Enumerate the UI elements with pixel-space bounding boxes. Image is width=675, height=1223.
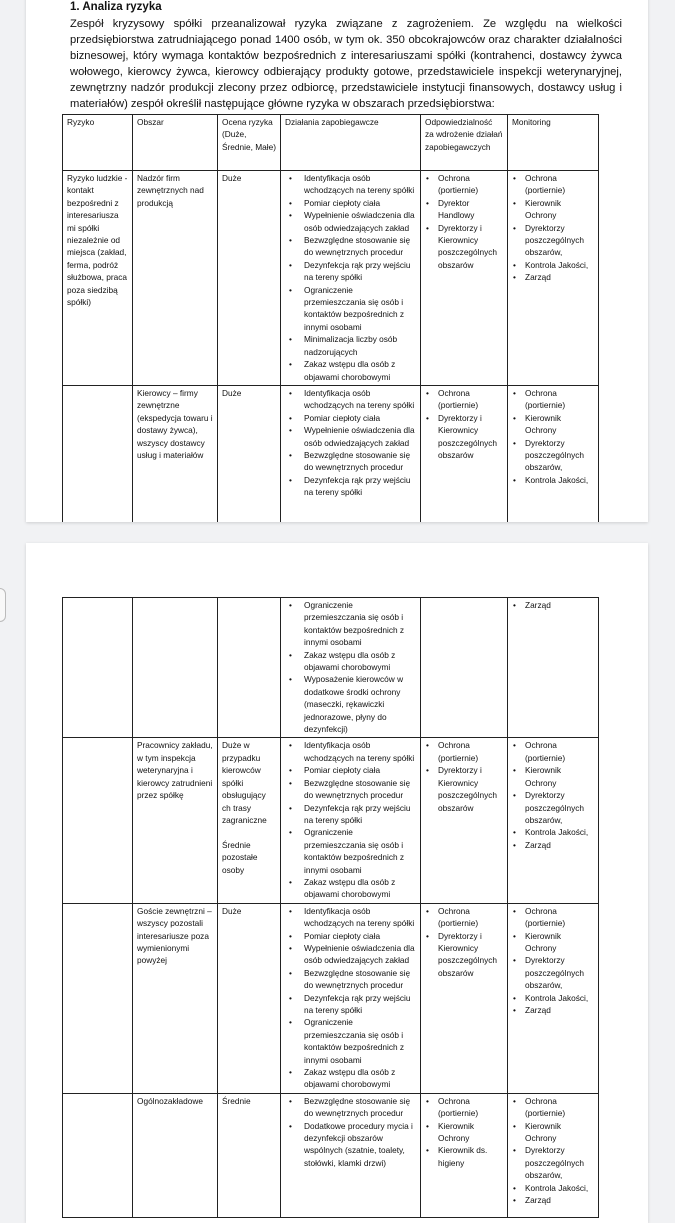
table-header-row (63, 115, 599, 171)
list-item: • Ochrona (portiernie) (435, 387, 503, 412)
list-item: • Bezwzględne stosowanie się do wewnętrznych procedur (301, 449, 416, 474)
list-item: • Dyrektorzy i Kierownicy poszczególnych obszarów (435, 930, 503, 980)
header-cell: Obszar (133, 115, 218, 171)
list-item: • Zakaz wstępu dla osób z objawami chorobowymi (301, 1066, 416, 1091)
list-item: • Ochrona (portiernie) (522, 172, 594, 197)
table-row (63, 598, 599, 738)
document-page-1 (26, 0, 648, 522)
list-item: • Ochrona (portiernie) (522, 905, 594, 930)
responsibility-cell-list (425, 387, 503, 461)
list-item: • Dyrektorzy poszczególnych obszarów, (522, 789, 594, 826)
list-item: • Zarząd (522, 1194, 594, 1206)
list-item: • Zakaz wstępu dla osób z objawami chorobowymi (301, 649, 416, 674)
list-item: • Kierownik ds. higieny (435, 1144, 503, 1169)
list-item: • Pomiar ciepłoty ciała (301, 930, 416, 942)
list-item: • Pomiar ciepłoty ciała (301, 412, 416, 424)
list-item: • Dyrektorzy i Kierownicy poszczególnych obszarów (435, 412, 503, 462)
risk-table-continued (62, 597, 599, 1218)
list-item: • Zakaz wstępu dla osób z objawami chorobowymi (301, 876, 416, 901)
risk-cell (63, 903, 133, 1093)
monitoring-cell (508, 1093, 599, 1217)
list-item: • Ochrona (portiernie) (522, 1095, 594, 1120)
monitoring-cell-list (512, 172, 594, 284)
table-row (63, 385, 599, 522)
monitoring-cell (508, 171, 599, 386)
list-item: • Bezwzględne stosowanie się do wewnętrznych procedur (301, 777, 416, 802)
table-row (63, 171, 599, 386)
area-cell: Kierowcy – firmy zewnętrzne (ekspedycja towaru i dostawy żywca), wszyscy dostawcy usług i materiałów (133, 385, 218, 522)
header-cell: Monitoring (508, 115, 599, 171)
preventive-actions-cell-list (285, 172, 416, 383)
monitoring-cell (508, 903, 599, 1093)
list-item: • Dyrektorzy poszczególnych obszarów, (522, 1144, 594, 1181)
list-item: • Zarząd (522, 839, 594, 851)
document-page-2 (26, 543, 648, 1223)
monitoring-cell-list (512, 599, 594, 611)
list-item: • Identyfikacja osób wchodzących na tereny spółki (301, 387, 416, 412)
monitoring-cell (508, 738, 599, 903)
assessment-cell: Duże (218, 903, 281, 1093)
list-item: • Zarząd (522, 271, 594, 283)
responsibility-cell (421, 903, 508, 1093)
responsibility-cell (421, 598, 508, 738)
preventive-actions-cell-list (285, 599, 416, 735)
list-item: • Ograniczenie przemieszczania się osób i kontaktów bezpośrednich z innymi osobami (301, 826, 416, 876)
list-item: • Dezynfekcja rąk przy wejściu na tereny spółki (301, 802, 416, 827)
table-row (63, 738, 599, 903)
list-item: • Bezwzględne stosowanie się do wewnętrznych procedur (301, 234, 416, 259)
list-item: • Ograniczenie przemieszczania się osób i kontaktów bezpośrednich z innymi osobami (301, 1016, 416, 1066)
responsibility-cell (421, 385, 508, 522)
list-item: • Kierownik Ochrony (522, 930, 594, 955)
preventive-actions-cell-list (285, 739, 416, 900)
preventive-actions-cell (281, 1093, 421, 1217)
list-item: • Pomiar ciepłoty ciała (301, 764, 416, 776)
list-item: • Kierownik Ochrony (522, 764, 594, 789)
preventive-actions-cell (281, 903, 421, 1093)
preventive-actions-cell (281, 598, 421, 738)
list-item: • Kontrola Jakości, (522, 826, 594, 838)
assessment-cell: Duże (218, 385, 281, 522)
list-item: • Ochrona (portiernie) (435, 739, 503, 764)
risk-table (62, 114, 599, 522)
side-scroll-handle[interactable] (0, 588, 6, 622)
preventive-actions-cell (281, 738, 421, 903)
assessment-cell: Duże (218, 171, 281, 386)
list-item: • Zarząd (522, 599, 594, 611)
list-item: • Dezynfekcja rąk przy wejściu na tereny spółki (301, 259, 416, 284)
list-item: • Wypełnienie oświadczenia dla osób odwiedzających zakład (301, 209, 416, 234)
list-item: • Identyfikacja osób wchodzących na tereny spółki (301, 172, 416, 197)
risk-cell (63, 738, 133, 903)
area-cell: Pracownicy zakładu, w tym inspekcja weterynaryjna i kierowcy zatrudnieni przez spółkę (133, 738, 218, 903)
area-cell: Nadzór firm zewnętrznych nad produkcją (133, 171, 218, 386)
list-item: • Kontrola Jakości, (522, 992, 594, 1004)
responsibility-cell-list (425, 172, 503, 271)
list-item: • Ochrona (portiernie) (435, 905, 503, 930)
table-row (63, 903, 599, 1093)
list-item: • Kierownik Ochrony (522, 1120, 594, 1145)
list-item: • Kierownik Ochrony (522, 412, 594, 437)
list-item: • Dezynfekcja rąk przy wejściu na tereny spółki (301, 992, 416, 1017)
risk-cell: Ryzyko ludzkie - kontakt bezpośredni z interesariusza mi spółki niezależnie od miejsca (zakład, ferma, podróż służbowa, praca poza siedzibą spółki) (63, 171, 133, 386)
preventive-actions-cell-list (285, 1095, 416, 1169)
risk-cell (63, 598, 133, 738)
preventive-actions-cell-list (285, 905, 416, 1091)
list-item: • Dyrektorzy poszczególnych obszarów, (522, 437, 594, 474)
header-cell: Ryzyko (63, 115, 133, 171)
preventive-actions-cell (281, 171, 421, 386)
monitoring-cell (508, 385, 599, 522)
list-item: • Zakaz wstępu dla osób z objawami chorobowymi (301, 358, 416, 383)
list-item: • Dyrektorzy poszczególnych obszarów, (522, 954, 594, 991)
list-item: • Dyrektorzy i Kierownicy poszczególnych obszarów (435, 764, 503, 814)
list-item: • Minimalizacja liczby osób nadzorujących (301, 333, 416, 358)
monitoring-cell (508, 598, 599, 738)
list-item: • Dodatkowe procedury mycia i dezynfekcji obszarów wspólnych (szatnie, toalety, stołówki, klamki drzwi) (301, 1120, 416, 1170)
assessment-cell: Średnie (218, 1093, 281, 1217)
monitoring-cell-list (512, 387, 594, 486)
assessment-cell: Duże w przypadku kierowców spółki obsługujący ch trasy zagraniczne Średnie pozostałe osoby (218, 738, 281, 903)
list-item: • Ograniczenie przemieszczania się osób i kontaktów bezpośrednich z innymi osobami (301, 284, 416, 334)
header-cell: Ocena ryzyka (Duże, Średnie, Małe) (218, 115, 281, 171)
risk-cell (63, 1093, 133, 1217)
list-item: • Kierownik Ochrony (522, 197, 594, 222)
responsibility-cell (421, 171, 508, 386)
monitoring-cell-list (512, 905, 594, 1017)
monitoring-cell-list (512, 1095, 594, 1207)
area-cell: Goście zewnętrzni – wszyscy pozostali interesariusze poza wymienionymi powyżej (133, 903, 218, 1093)
list-item: • Ochrona (portiernie) (435, 1095, 503, 1120)
responsibility-cell-list (425, 1095, 503, 1169)
list-item: • Ochrona (portiernie) (522, 387, 594, 412)
list-item: • Ochrona (portiernie) (522, 739, 594, 764)
area-cell: Ogólnozakładowe (133, 1093, 218, 1217)
preventive-actions-cell-list (285, 387, 416, 499)
list-item: • Kontrola Jakości, (522, 1182, 594, 1194)
responsibility-cell-list (425, 905, 503, 979)
list-item: • Ochrona (portiernie) (435, 172, 503, 197)
header-cell: Odpowiedzialność za wdrożenie działań zapobiegawczych (421, 115, 508, 171)
intro-paragraph: Zespół kryzysowy spółki przeanalizował ryzyka związane z zagrożeniem. Ze względu na wielkości przedsiębiorstwa zatrudniającego ponad 1400 osób, w tym ok. 350 obcokrajowców oraz charakter działalności biznesowej, który wymaga kontaktów bezpośrednich z interesariuszami spółki (kontrahenci, dostawcy żywca wołowego, kierowcy żywca, kierowcy odbierający produkty gotowe, przedstawiciele inspekcji weterynaryjnej, zewnętrzny nadzór produkcji zlecony przez odbiorcę, przedstawiciele instytucji finansowych, dostawcy usług i materiałów) zespół określił następujące główne ryzyka w obszarach przedsiębiorstwa: (70, 18, 622, 110)
assessment-cell (218, 598, 281, 738)
list-item: • Identyfikacja osób wchodzących na tereny spółki (301, 739, 416, 764)
table-row (63, 1093, 599, 1217)
list-item: • Pomiar ciepłoty ciała (301, 197, 416, 209)
list-item: • Ograniczenie przemieszczania się osób i kontaktów bezpośrednich z innymi osobami (301, 599, 416, 649)
header-cell: Działania zapobiegawcze (281, 115, 421, 171)
list-item: • Dyrektorzy poszczególnych obszarów, (522, 222, 594, 259)
list-item: • Dyrektorzy i Kierownicy poszczególnych obszarów (435, 222, 503, 272)
list-item: • Wypełnienie oświadczenia dla osób odwiedzających zakład (301, 942, 416, 967)
list-item: • Kierownik Ochrony (435, 1120, 503, 1145)
list-item: • Bezwzględne stosowanie się do wewnętrznych procedur (301, 967, 416, 992)
list-item: • Kontrola Jakości, (522, 259, 594, 271)
risk-cell (63, 385, 133, 522)
list-item: • Zarząd (522, 1004, 594, 1016)
responsibility-cell (421, 738, 508, 903)
list-item: • Identyfikacja osób wchodzących na tereny spółki (301, 905, 416, 930)
list-item: • Dezynfekcja rąk przy wejściu na tereny spółki (301, 474, 416, 499)
list-item: • Wyposażenie kierowców w dodatkowe środki ochrony (maseczki, rękawiczki jednorazowe, płyny do dezynfekcji) (301, 673, 416, 735)
monitoring-cell-list (512, 739, 594, 851)
area-cell (133, 598, 218, 738)
list-item: • Kontrola Jakości, (522, 474, 594, 486)
list-item: • Bezwzględne stosowanie się do wewnętrznych procedur (301, 1095, 416, 1120)
responsibility-cell-list (425, 739, 503, 813)
section-heading: 1. Analiza ryzyka (70, 1, 162, 13)
list-item: • Wypełnienie oświadczenia dla osób odwiedzających zakład (301, 424, 416, 449)
responsibility-cell (421, 1093, 508, 1217)
list-item: • Dyrektor Handlowy (435, 197, 503, 222)
preventive-actions-cell (281, 385, 421, 522)
